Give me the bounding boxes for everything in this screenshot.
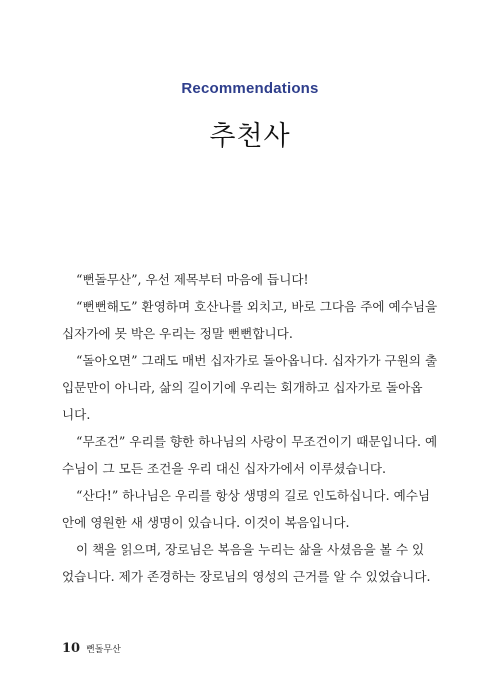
text-line: 이 책을 읽으며, 장로님은 복음을 누리는 삶을 사셨음을 볼 수 있 — [76, 542, 425, 557]
text-line: “뻔돌무산”, 우선 제목부터 마음에 듭니다! — [76, 272, 309, 287]
page-footer — [62, 637, 121, 656]
text-line: “산다!” 하나님은 우리를 항상 생명의 길로 인도하십니다. 예수님 — [76, 488, 431, 503]
text-line: 니다. — [62, 407, 91, 422]
recommendation-text — [62, 266, 438, 590]
text-line: 입문만이 아니라, 삶의 길이기에 우리는 회개하고 십자가로 돌아옵 — [62, 380, 423, 395]
running-title: 뻔돌무산 — [86, 645, 121, 655]
page-title: 추천사 — [209, 121, 291, 152]
text-line: “무조건” 우리를 향한 하나님의 사랑이 무조건이기 때문입니다. 예 — [76, 434, 438, 449]
page-number: 10 — [62, 641, 81, 656]
text-line: 안에 영원한 새 생명이 있습니다. 이것이 복음입니다. — [62, 515, 350, 530]
text-line: 십자가에 못 박은 우리는 정말 뻔뻔합니다. — [62, 326, 293, 341]
text-line: “돌아오면” 그래도 매번 십자가로 돌아옵니다. 십자가가 구원의 출 — [76, 353, 438, 368]
text-line: 었습니다. 제가 존경하는 장로님의 영성의 근거를 알 수 있었습니다. — [62, 569, 431, 584]
section-label: Recommendations — [181, 80, 319, 97]
text-line: 수님이 그 모든 조건을 우리 대신 십자가에서 이루셨습니다. — [62, 461, 386, 476]
text-line: “뻔뻔해도” 환영하며 호산나를 외치고, 바로 그다음 주에 예수님을 — [76, 299, 438, 314]
